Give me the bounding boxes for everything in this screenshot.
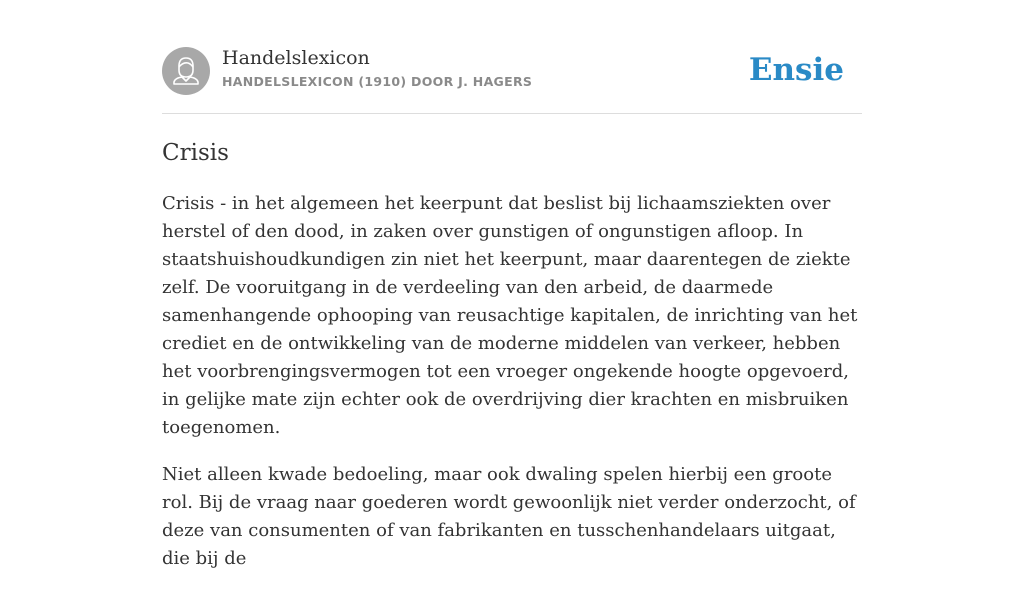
source-subtitle: HANDELSLEXICON (1910) DOOR J. HAGERS xyxy=(222,74,533,89)
user-avatar-icon[interactable] xyxy=(162,47,210,95)
entry-title: Crisis xyxy=(162,140,229,166)
ensie-logo[interactable]: Ensie xyxy=(748,52,844,88)
source-header xyxy=(162,46,862,96)
entry-paragraph-1: Crisis - in het algemeen het keerpunt dat beslist bij lichaamsziekten over herstel of den dood, in zaken over gunstigen of ongunstigen afloop. In staatshuishoudkundigen zin niet het keerpunt, maar daarentegen de ziekte zelf. De vooruitgang in de verdeeling van den arbeid, de daarmede samenhangende ophooping van reusachtige kapitalen, de inrichting van het crediet en de ontwikkeling van de moderne middelen van verkeer, hebben het voorbrengingsvermogen tot een vroeger ongekende hoogte opgevoerd, in gelijke mate zijn echter ook de overdrijving dier krachten en misbruiken toegenomen. xyxy=(162,193,858,438)
entry-body xyxy=(162,190,862,592)
source-title[interactable]: Handelslexicon xyxy=(222,47,370,69)
person-icon xyxy=(162,47,210,95)
entry-paragraph-2: Niet alleen kwade bedoeling, maar ook dwaling spelen hierbij een groote rol. Bij de vraag naar goederen wordt gewoonlijk niet verder onderzocht, of deze van consumenten of van fabrikanten en tusschenhandelaars uitgaat, die bij de xyxy=(162,464,856,569)
header-divider xyxy=(162,113,862,114)
